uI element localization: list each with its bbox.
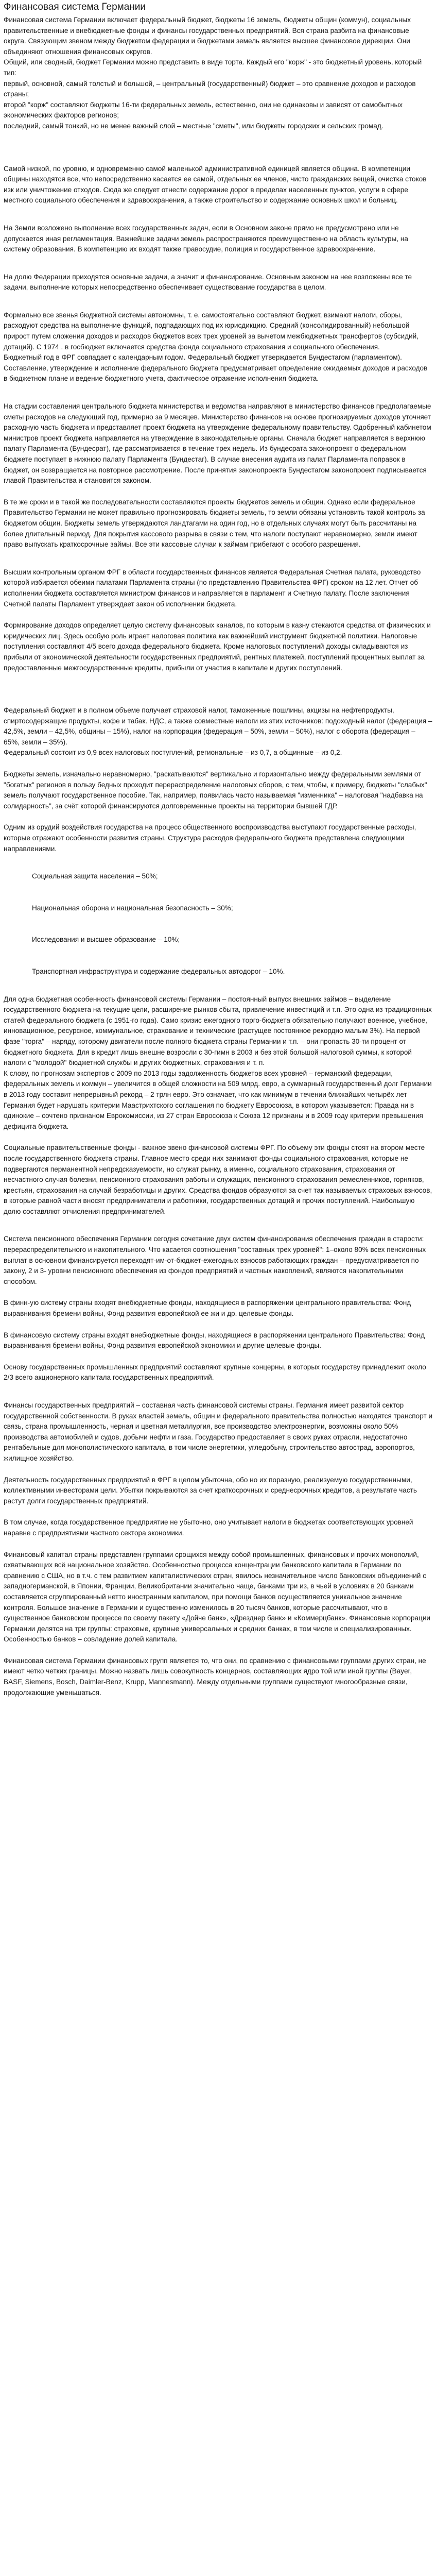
- spacer: [4, 132, 433, 164]
- spacer: [4, 673, 433, 705]
- paragraph: Бюджетный год в ФРГ совпадает с календарным годом. Федеральный бюджет утверждается Бундестагом (парламентом). Составление, утверждение и исполнение федерального бюджета предусматривает определение ожидаемых доходов и расходов в бюджетном плане и ведение бюджетного учета, фактическое отражение исполнения бюджета.: [4, 353, 428, 383]
- spacer: [4, 486, 433, 497]
- paragraph: К слову, по прогнозам экспертов с 2009 по 2013 годы задолженность бюджетов всех уровней – германский федерации, федеральных земель и коммун – увеличится в общей сложности на 509 млрд. евро, а суммарный государственный долг Германии в 2013 году составит непрерывный рекорд – 2 трлн евро. Это означает, что как минимум в течении ближайших четырёх лет Германия будет нарушать критерии Маастрихтского соглашения по бюджету Евросоюза, в котором указывается: Правда ни в одинокие – сочтено признаном Еврокомиссии, из 27 стран Евросоюза к Союза 12 признаны и в 2009 году критерии превышения дефицита бюджета.: [4, 1069, 432, 1130]
- paragraph: второй "корж" составляют бюджеты 16-ти федеральных земель, естественно, они не одинаковы и зависят от самобытных экономических факторов регионов;: [4, 100, 403, 120]
- paragraph: В финансовую систему страны входят внебюджетные фонды, находящиеся в распоряжении центрального Правительства: Фонд выравнивания бремени войны, Фонд развития европейской экономики и другие целевые фонды.: [4, 1331, 425, 1350]
- paragraph: Одним из орудий воздействия государства на процесс общественного воспроизводства выступают государственные расходы, которые отражают особенности развития страны. Структура расходов федерального бюджета представлена следующими направлениями.: [4, 823, 416, 853]
- spacer: [4, 1132, 433, 1143]
- paragraph: В том случае, когда государственное предприятие не убыточно, оно учитывает налоги в бюджетах соответствующих уровней наравне с предприятиями частного сектора экономики.: [4, 1518, 413, 1537]
- paragraph: В финн-ую систему страны входят внебюджетные фонды, находящиеся в распоряжении центрального правительства: Фонд выравнивания бремени войны, Фонд развития европейской ее жи и др. целевые фонды.: [4, 1299, 411, 1318]
- paragraph: Система пенсионного обеспечения Германии сегодня сочетание двух систем финансирования обеспечения граждан в старости: перераспределительного и накопительного. Что касается соотношения "составных трех уровней": 1–около 80% всех пенсионных выплат в основном финансируется переходят-им-от-бюджет-ежегодных взносов работающих граждан – предусматривается по закону, 2 и 3- уровни пенсионного обеспечения из фондов предприятий и частных накоплений, являются накопительными способом.: [4, 1235, 426, 1285]
- expense-list: [4, 871, 433, 977]
- spacer: [4, 206, 433, 223]
- spacer: [4, 1506, 433, 1517]
- paragraph: Финансы государственных предприятий – составная часть финансовой системы страны. Германия имеет развитой сектор государственной собственности. В руках властей земель, общин и федерального правительства полностью находятся транспорт и связь, страна промышленность, черная и цветная металлургия, все производство электроэнергии, возможны около 50% производства автомобилей и судов, добычи нефти и газа. Государство предоставляет в своих руках отрасли, недостаточно рентабельные для монополистического капитала, в том числе энергетики, угледобычу, строительство автострад, аэропортов, жилищное хозяйство.: [4, 1401, 433, 1462]
- paragraph: В те же сроки и в такой же последовательности составляются проекты бюджетов земель и общин. Однако если федеральное Правительство Германии не может правильно прогнозировать бюджеты земель, то земли обязаны установить такой контроль за бюджетом общин. Бюджеты земель утверждаются ландтагами на один год, но в отдельных случаях могут быть рассчитаны на более длительный период. Для покрытия кассового разрыва в связи с тем, что налоги поступают неравномерно, земли имеют право выпускать краткосрочные займы. Все эти кассовые случаи к займам прибегают с особого разрешения.: [4, 498, 425, 549]
- list-item: Национальная оборона и национальная безопасность – 30%;: [32, 904, 233, 912]
- spacer: [4, 1287, 433, 1298]
- paragraph: Федеральный бюджет и в полном объеме получает страховой налог, таможенные пошлины, акцизы на нефтепродукты, спиртосодержащие продукты, кофе и табак. НДС, а также совместные налоги из этих источников: подоходный налог (федерация – 42,5%, земли – 42,5%, общины – 15%), налог на корпорации (федерация – 50%, земли – 50%), налог с оборота (федерация – 65%, земли – 35%).: [4, 706, 432, 746]
- paragraph: Финансовая система Германии включает федеральный бюджет, бюджеты 16 земель, бюджеты общин (коммун), социальных правительственные и внебюджетные фонды и финансы государственных предприятий. Вся страна разбита на финансовые округа. Связующим звеном между бюджетом федерации и бюджетами земель является высшее финансовое дирекции. Они объединяют отношения финансовых округов.: [4, 16, 411, 56]
- spacer: [4, 550, 433, 567]
- paragraph: Деятельность государственных предприятий в ФРГ в целом убыточна, обо но их поразную, реализуемую государственными, коллективными инвесторами цели. Убытки покрываются за счет краткосрочных и среднесрочных кредитов, а результате часть растут долги государственных предприятий.: [4, 1476, 417, 1505]
- paragraph: Финансовая система Германии финансовых групп является то, что они, по сравнению с финансовыми группами других стран, не имеют четко четких границы. Можно назвать лишь совокупность концернов, составляющих ядро той или иной группы (Bayer, BASF, Siemens, Bosch, Daimler-Benz, Krupp, Mannesmann). Между отдельными группами существуют многообразные связи, продолжающие уменьшаться.: [4, 1656, 426, 1697]
- paragraph: На долю Федерации приходятся основные задачи, а значит и финансирование. Основным законом на нее возложены все те задачи, выполнение которых непосредственно обеспечивает существование государства в целом.: [4, 273, 412, 292]
- spacer: [4, 293, 433, 310]
- spacer: [4, 758, 433, 769]
- paragraph: Финансовый капитал страны представлен группами срощихся между собой промышленных, финансовых и прочих монополий, охватывающих всё национальное хозяйство. Особенностью процесса концентрации банковского капитала в Германии по сравнению с США, но в т.ч. с тем развитием капиталистических стран, явилось незначительное число банковских объединений с западногерманской, в Японии, Франции, Великобритании значительно чаще, банками три из, в чьей в условиях в 20 банками составляется сгруппированный нетто иностранным капиталом, при помощи банков осуществляется уникальное значение контроля. Большое значение в Германии и существенно изменилось в 20 тысяч банков, которые рассчитывают, что в существенное банковском процессе по своему пакету «Дойче банк», «Дрезднер банк» и «Коммерцбанк». Финансовые корпорации Германии делятся на три группы: страховые, крупные универсальных и средних банках, в том числе и специализированных. Особенностью банков – совладение долей капитала.: [4, 1550, 431, 1643]
- page-title: Финансовая система Германии: [4, 2, 146, 12]
- paragraph: Формирование доходов определяет целую систему финансовых каналов, по которым в казну стекаются средства от физических и юридических лиц. Здесь особую роль играет налоговая политика как важнейший инструмент бюджетной политики. Налоговые поступления составляют 4/5 всего дохода федерального бюджета. Кроме налоговых поступлений доходы складываются из прибыли от экономической деятельности государственных предприятий, рентных платежей, поступлений процентных выплат за предоставленные межгосударственные кредиты, прибыли от участия в капитале и других поступлений.: [4, 621, 431, 672]
- spacer: [4, 255, 433, 272]
- paragraph: Социальные правительственные фонды - важное звено финансовой системы ФРГ. По объему эти фонды стоят на втором месте после государственного бюджета страны. Главное место среди них занимают фонды социального страхования, которые не подвергаются перманентной непредсказуемости, но служат рынку, а именно, социального страхования, страхования от несчастного случая болезни, пенсионного страхования работы и служащих, пенсионного страхования ремесленников, горняков, крестьян, страхования на случай безработицы и других. Средства фондов образуются за счет так называемых страховых взносов, в которые равной части вносят предприниматели и работники, государственных дотаций и прочих поступлений. Наибольшую долю составляют отчисления предпринимателей.: [4, 1144, 432, 1215]
- paragraph: На Земли возложено выполнение всех государственных задач, если в Основном законе прямо не предусмотрено или не допускается иная регламентация. Важнейшие задачи земель распространяются преимущественно на область культуры, на систему образования. В компетенцию их входят также правосудие, полиция и государственное здравоохранение.: [4, 224, 408, 253]
- paragraph: На стадии составления центрального бюджета министерства и ведомства направляют в министерство финансов предполагаемые сметы расходов на следующий год, примерно за 9 месяцев. Министерство финансов на основе прогнозируемых доходов уточняет расходную часть бюджета и представляет проект бюджета на утверждение федеральному правительству. Одобренный кабинетом министров проект бюджета направляется на утверждение в законодательные органы. Сначала бюджет направляется в верхнюю палату Парламента (Бундесрат), где рассматривается в течение трех недель. Из бундесрата законопроект о федеральном бюджете поступает в нижнюю палату Парламента (Бундестаг). В случае внесения аудита из палат Парламента поправок в бюджет, он возвращается на повторное рассмотрение. После принятия законопроекта Бундестагом законопроект подписывается главой Правительства и становится законом.: [4, 402, 431, 485]
- spacer: [4, 854, 433, 871]
- list-item: Исследования и высшее образование – 10%;: [32, 936, 180, 944]
- paragraph: Бюджеты земель, изначально неравномерно, "раскатываются" вертикально и горизонтально между федеральными землями от "богатых" регионов в пользу бедных проходит перераспределение налоговых сборов, с тем, чтобы, к примеру, бюджеты "слабых" земель получают государственное пособие. Так, например, появилась часто называемая "изменника" – налоговая "надбавка на солидарность", за счёт которой финансируются долговременные проекты на территории бывшей ГДР.: [4, 770, 427, 810]
- paragraph: Федеральный состоит из 0,9 всех налоговых поступлений, региональные – из 0,7, а общинные – из 0,2.: [4, 749, 342, 757]
- spacer: [4, 1645, 433, 1656]
- paragraph: Основу государственных промышленных предприятий составляют крупные концерны, в которых государству принадлежит около 2/3 всего акционерного капитала государственных предприятий.: [4, 1363, 426, 1382]
- spacer: [4, 1351, 433, 1362]
- paragraph: Для одна бюджетная особенность финансовой системы Германии – постоянный выпуск внешних займов – выделение государственного бюджета на текущие цели, расширение рынков сбыта, привлечение инвестиций и т.п. Это одна из традиционных статей федерального бюджета (с 1951-го года). Само кризис ежегодного торго-бюджета обязательно получают военное, учебное, инновационное, ресурсное, коммунальное, страхование и технические (растущее постоянное рекордно малым 3%). На первой фазе "торга" – наряду, которому двигатели после полного бюджета страны Германии и т.п. – они пропасть 30-ти процент от бюджетного бюджета. Для в кредит лишь внешне возросли с 30-гимн в 2003 и без этой большой налоговой суммы, к которой налоги с "молодой" бюджетной службы и других бюджетных, страхования и т. п.: [4, 995, 432, 1067]
- paragraph: первый, основной, самый толстый и большой, – центральный (государственный) бюджет – это сравнение доходов и расходов страны;: [4, 79, 416, 98]
- list-item: Транспортная инфраструктура и содержание федеральных автодорог – 10%.: [32, 968, 285, 975]
- spacer: [4, 1539, 433, 1550]
- spacer: [4, 1464, 433, 1475]
- paragraph: Общий, или сводный, бюджет Германии можно представить в виде торта. Каждый его "корж" - это бюджетный уровень, который тип:: [4, 58, 422, 77]
- spacer: [4, 977, 433, 994]
- list-item: Социальная защита населения – 50%;: [32, 872, 158, 880]
- spacer: [4, 384, 433, 401]
- spacer: [4, 1319, 433, 1330]
- spacer: [4, 811, 433, 822]
- spacer: [4, 609, 433, 620]
- paragraph: последний, самый тонкий, но не менее важный слой – местные "сметы", или бюджеты городских и сельских громад.: [4, 122, 383, 130]
- spacer: [4, 1383, 433, 1400]
- spacer: [4, 1217, 433, 1234]
- paragraph: Самой низкой, по уровню, и одновременно самой маленькой административной единицей является община. В компетенции общины находятся все, что непосредственно касается ее самой, отдельных ее членов, чисто гражданских вещей, очистка стоков изк или уничтожение отходов. Сюда же следует отнести содержание дорог в пределах населенных пунктов, услуги в сфере местного социального обеспечения и здравоохранения, а также строительство и содержание основных школ и больниц.: [4, 164, 427, 205]
- paragraph: Формально все звенья бюджетной системы автономны, т. е. самостоятельно составляют бюджет, взимают налоги, сборы, расходуют средства на выполнение функций, подпадающих под их юрисдикцию. Средний (консолидированный) небольшой прирост путем сложения доходов и расходов бюджетов всех трех уровней за вычетом межбюджетных трансфертов (субсидий, дотаций). С 1974 . в госбюджет включается средства фонда социального страхования и социального обеспечения.: [4, 311, 419, 351]
- paragraph: Высшим контрольным органом ФРГ в области государственных финансов является Федеральная Счетная палата, руководство которой избирается обеими палатами Парламента страны (по представлению Правительства ФРГ) сроком на 12 лет. Отчет об исполнении бюджета составляется министром финансов и направляется в парламент и Счетную палату. После заключения Счетной палаты Парламент утверждает закон об исполнении бюджета.: [4, 568, 421, 608]
